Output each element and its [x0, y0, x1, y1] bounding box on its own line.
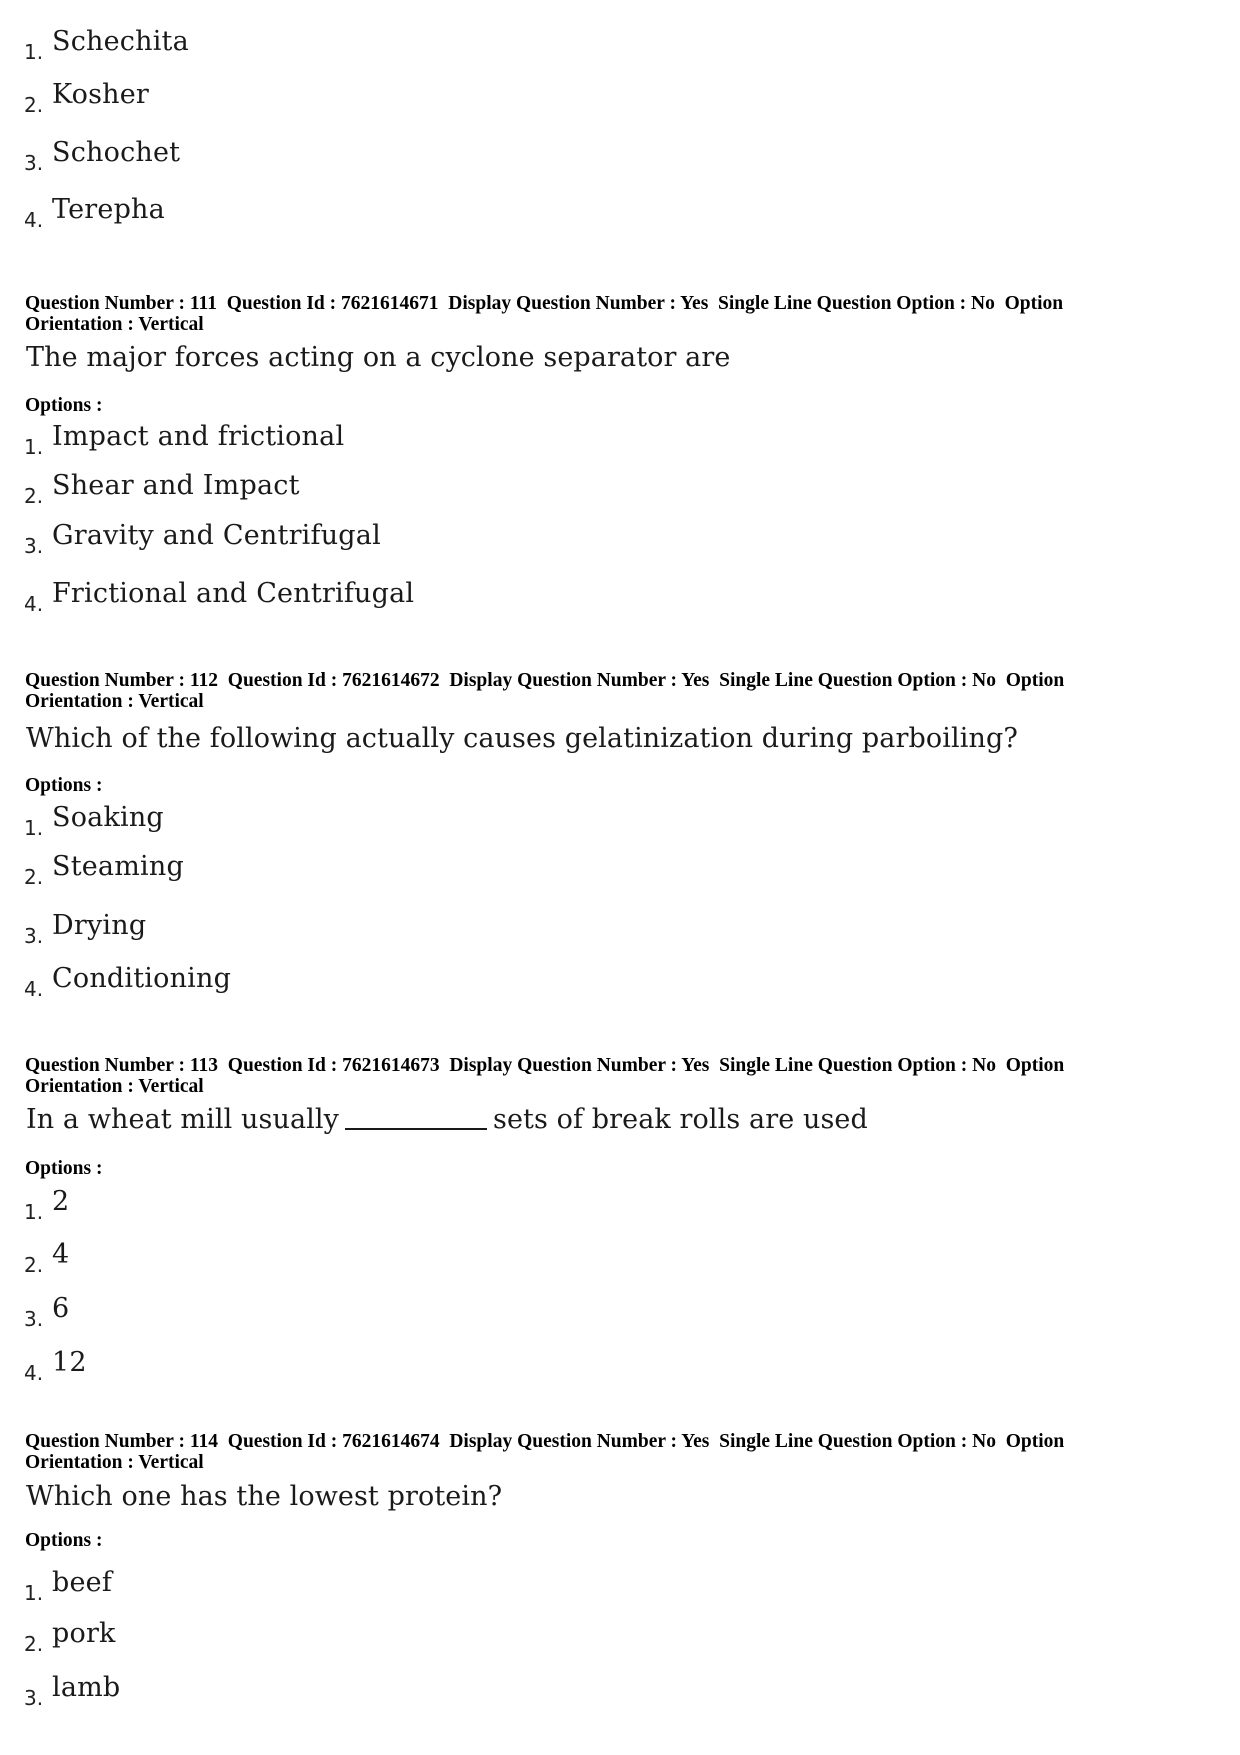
option-text: Soaking — [52, 802, 164, 833]
option-text: Gravity and Centrifugal — [52, 520, 381, 551]
option-text: beef — [52, 1567, 113, 1598]
option-number: 1. — [24, 1581, 44, 1605]
question-text-after: sets of break rolls are used — [492, 1104, 868, 1135]
option-number: 3. — [24, 534, 44, 558]
option-number: 3. — [24, 924, 44, 948]
options-label: Options : — [25, 775, 103, 796]
option-text: Shear and Impact — [52, 470, 300, 501]
option-number: 1. — [24, 435, 44, 459]
options-label: Options : — [25, 1530, 103, 1551]
question-meta-line1: Question Number : 111 Question Id : 7621614671 Display Question Number : Yes Single Line Question Option : No Option — [25, 293, 1064, 314]
option-number: 4. — [24, 1361, 44, 1385]
option-text: lamb — [52, 1672, 121, 1703]
options-label: Options : — [25, 1158, 103, 1179]
option-number: 2. — [24, 1632, 44, 1656]
question-meta — [25, 670, 1205, 712]
option-number: 4. — [24, 208, 44, 232]
option-text: 4 — [52, 1239, 70, 1270]
question-text-before: In a wheat mill usually — [26, 1104, 339, 1135]
option-text: 12 — [52, 1347, 87, 1378]
question-meta-line1: Question Number : 114 Question Id : 7621614674 Display Question Number : Yes Single Line Question Option : No Option — [25, 1431, 1065, 1452]
option-number: 2. — [24, 1253, 44, 1277]
option-text: Kosher — [52, 79, 150, 110]
question-meta-line1: Question Number : 113 Question Id : 7621614673 Display Question Number : Yes Single Line Question Option : No Option — [25, 1055, 1065, 1076]
option-number: 2. — [24, 484, 44, 508]
question-text: Which of the following actually causes gelatinization during parboiling? — [26, 723, 1018, 754]
option-number: 4. — [24, 977, 44, 1001]
question-text: Which one has the lowest protein? — [26, 1481, 503, 1512]
option-text: 2 — [52, 1186, 70, 1217]
option-number: 2. — [24, 865, 44, 889]
option-number: 1. — [24, 1200, 44, 1224]
option-text: Terepha — [52, 194, 165, 225]
question-meta-line2: Orientation : Vertical — [25, 691, 204, 712]
question-text: The major forces acting on a cyclone separator are — [26, 342, 731, 373]
options-label: Options : — [25, 395, 103, 416]
fill-in-blank — [345, 1108, 487, 1130]
option-number: 3. — [24, 1686, 44, 1710]
question-meta-line1: Question Number : 112 Question Id : 7621614672 Display Question Number : Yes Single Line Question Option : No Option — [25, 670, 1065, 691]
option-text: Conditioning — [52, 963, 232, 994]
option-text: Steaming — [52, 851, 184, 882]
option-text: Impact and frictional — [52, 421, 345, 452]
question-meta-line2: Orientation : Vertical — [25, 1076, 204, 1097]
option-number: 1. — [24, 816, 44, 840]
option-text: Schochet — [52, 137, 181, 168]
option-number: 1. — [24, 40, 44, 64]
option-text: Drying — [52, 910, 147, 941]
question-meta-line2: Orientation : Vertical — [25, 1452, 204, 1473]
option-number: 3. — [24, 1307, 44, 1331]
option-number: 4. — [24, 592, 44, 616]
question-meta — [25, 293, 1205, 335]
option-number: 2. — [24, 93, 44, 117]
question-text — [26, 1104, 868, 1135]
option-text: pork — [52, 1618, 116, 1649]
option-text: Frictional and Centrifugal — [52, 578, 415, 609]
option-text: 6 — [52, 1293, 70, 1324]
option-text: Schechita — [52, 26, 189, 57]
question-meta-line2: Orientation : Vertical — [25, 314, 204, 335]
option-number: 3. — [24, 151, 44, 175]
question-meta — [25, 1431, 1205, 1473]
question-meta — [25, 1055, 1205, 1097]
